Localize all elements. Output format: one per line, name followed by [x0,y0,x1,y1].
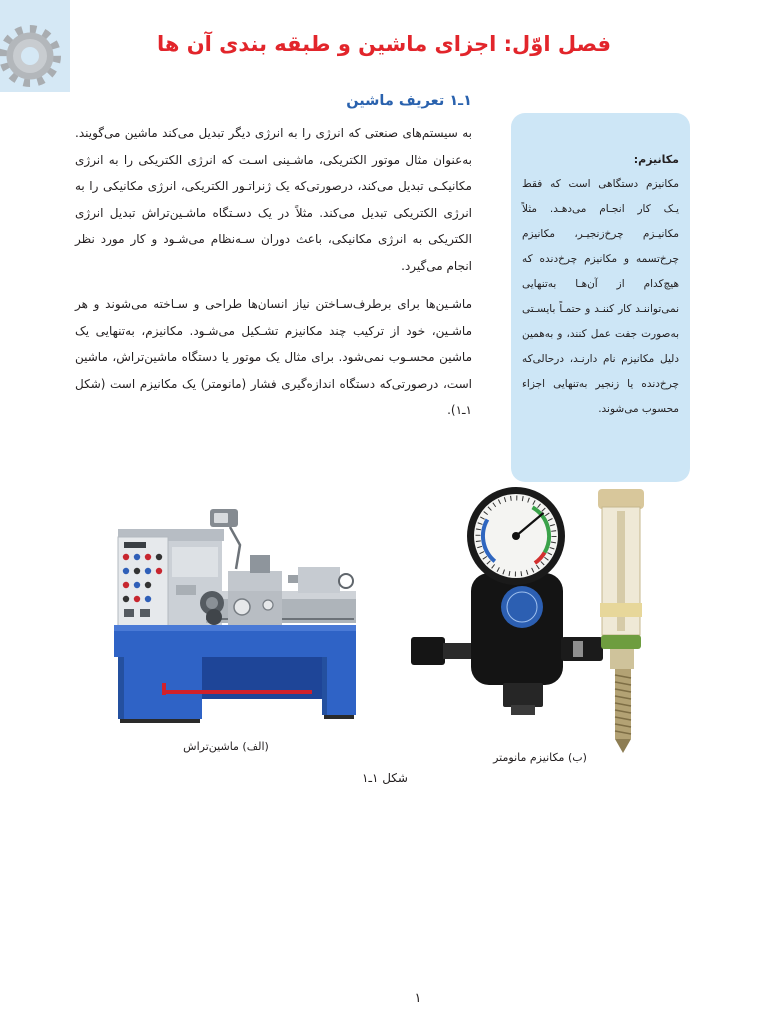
lathe-image [110,505,358,738]
figure-caption-a: (الف) ماشین‌تراش [183,740,269,753]
inlet-fitting [411,637,479,665]
section-heading: ۱ـ۱ تعریف ماشین [346,93,472,109]
note-box [511,113,690,482]
pressure-gauge [467,487,565,585]
lathe-tailstock [288,567,353,593]
paragraph: به سیستم‌های صنعتی که انرژی را به انرژی دیگر تبدیل می‌کند ماشین می‌گویند. به‌عنوان مثال موتور الکتریکی، ماشـینی اسـت که انرژی الکتریکی را به انرژی مکانیکـی تبدیل می‌کند، درصورتی‌که یک ژنراتـور الکتریکی، انرژی مکانیکی را به انرژی الکتریکی تبدیل می‌کند. مثلاً در یک دسـتگاه ماشـین‌تراش تبدیل انرژی الکتریکی به انرژی مکانیکی، باعث دوران سـه‌نظام می‌شـود و کار مورد نظر انجام می‌گیرد. [75,126,472,273]
outlet-fitting [561,637,603,661]
section-body [75,120,472,436]
flowmeter [598,489,644,753]
lathe-control-panel [118,537,168,627]
lathe-base [114,625,356,723]
figure-caption-b: (ب) مکانیزم مانومتر [493,751,587,764]
note-box-body: مکانیزم دستگاهی است که فقط یـک کار انجـام می‌دهـد. مثلاً مکانیـزم چرخ‌زنجیـر، مکانیزم چرخ‌تسمه و مکانیزم چرخ‌دنده که هیچ‌کدام از آن‌هـا به‌تنهایی نمی‌تواننـد کار کننـد و حتمـاً بایسـتی به‌صورت جفت عمل کنند، و به‌همین دلیل مکانیزم نام دارنـد، درحالی‌که چرخ‌دنده یا زنجیر به‌تنهایی اجزاء محسوب می‌شوند. [522,178,679,415]
chapter-title: فصل اوّل: اجزای ماشین و طبقه بندی آن ها [156,32,612,56]
figure-label: شکل ۱ـ۱ [361,771,408,785]
regulator-body [471,573,563,715]
page-number: ۱ [414,991,422,1006]
manometer-image [405,485,660,755]
paragraph: ماشـین‌ها برای برطرف‌سـاختن نیاز انسان‌ها طراحی و سـاخته می‌شوند و هر ماشـین، خود از ترکیب چند مکانیزم تشـکیل می‌شـود. مکانیزم، به‌تنهایی یک ماشین محسـوب نمی‌شود. برای مثال یک موتور یا دستگاه ماشین‌تراش، ماشین است، درصورتی‌که دستگاه اندازه‌گیری فشار (مانومتر) یک مکانیزم است (شکل ۱ـ۱). [75,297,472,417]
note-box-title: مکانیزم: [633,153,679,166]
